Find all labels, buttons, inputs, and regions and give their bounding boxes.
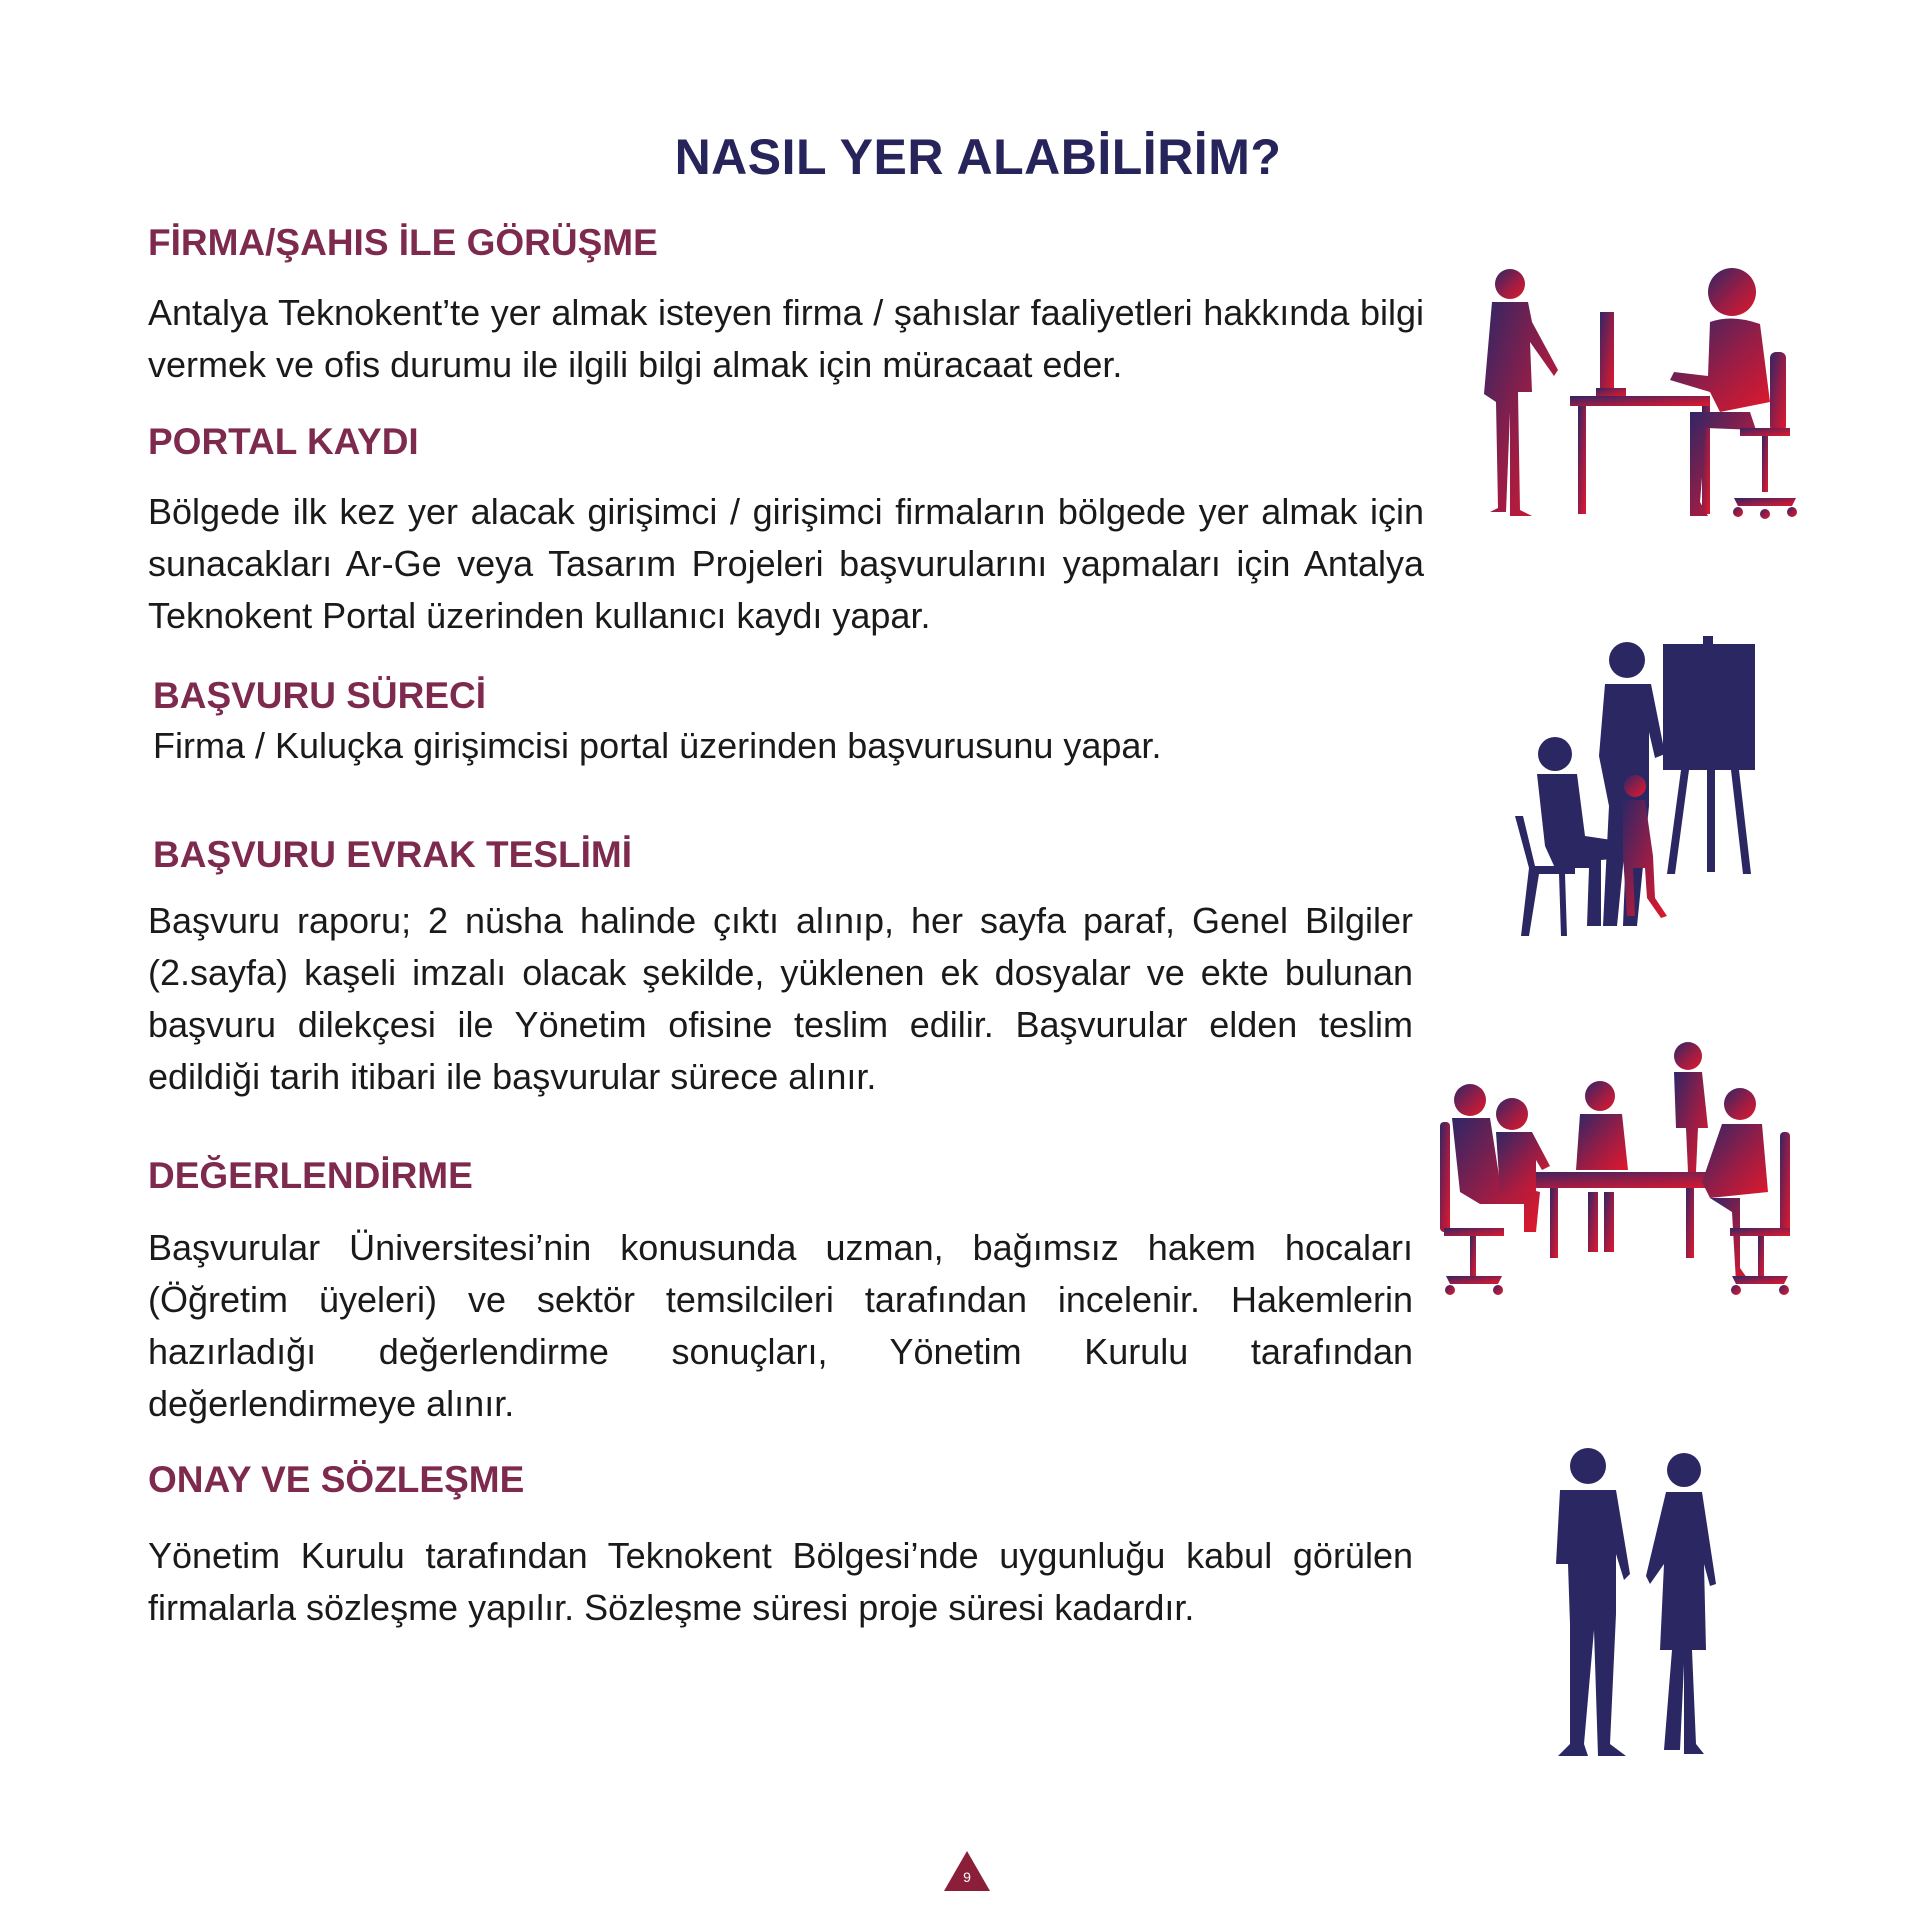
section-degerlendirme xyxy=(148,1154,1420,1430)
page-title: NASIL YER ALABİLİRİM? xyxy=(674,129,1282,185)
section-heading: PORTAL KAYDI xyxy=(148,421,419,462)
two-people-standing-illustration xyxy=(1540,1444,1740,1759)
section-heading: BAŞVURU SÜRECİ xyxy=(153,675,487,716)
section-heading: DEĞERLENDİRME xyxy=(148,1155,473,1196)
section-heading: ONAY VE SÖZLEŞME xyxy=(148,1459,525,1500)
section-body: Başvurular Üniversitesi’nin konusunda uzman, bağımsız hakem hocaları (Öğretim üyeleri) ve sektör temsilcileri tarafından incelenir. Hakemlerin hazırladığı değerlendirme sonuçları, Yönetim Kurulu tarafından değerlendirmeye alınır. xyxy=(148,1227,1413,1424)
office-desk-meeting-illustration xyxy=(1470,262,1800,532)
section-body: Firma / Kuluçka girişimcisi portal üzerinden başvurusunu yapar. xyxy=(153,725,1162,766)
section-body: Antalya Teknokent’te yer almak isteyen firma / şahıslar faaliyetleri hakkında bilgi vermek ve ofis durumu ile ilgili bilgi almak için müracaat eder. xyxy=(148,292,1424,385)
section-firma-sahis-gorusme xyxy=(148,221,1424,391)
page-number-marker xyxy=(944,1851,990,1891)
presentation-easel-illustration xyxy=(1505,636,1755,946)
section-body: Başvuru raporu; 2 nüsha halinde çıktı alınıp, her sayfa paraf, Genel Bilgiler (2.sayfa) kaşeli imzalı olacak şekilde, yüklenen ek dosyalar ve ekte bulunan başvuru dilekçesi ile Yönetim ofisine teslim edilir. Başvurular elden teslim edildiği tarih itibari ile başvurular sürece alınır. xyxy=(148,900,1413,1097)
section-heading: BAŞVURU EVRAK TESLİMİ xyxy=(153,834,632,875)
page-number: 9 xyxy=(963,1869,971,1885)
section-portal-kaydi xyxy=(148,420,1424,642)
section-basvuru-evrak-teslimi xyxy=(148,833,1425,1103)
team-table-meeting-illustration xyxy=(1440,1032,1792,1302)
section-body: Bölgede ilk kez yer alacak girişimci / girişimci firmaların bölgede yer almak için sunacakları Ar-Ge veya Tasarım Projeleri başvurularını yapmaları için Antalya Teknokent Portal üzerinden kullanıcı kaydı yapar. xyxy=(148,491,1424,636)
section-basvuru-sureci xyxy=(153,674,1425,772)
section-onay-ve-sozlesme xyxy=(148,1458,1420,1634)
section-heading: FİRMA/ŞAHIS İLE GÖRÜŞME xyxy=(148,222,658,263)
section-body: Yönetim Kurulu tarafından Teknokent Bölgesi’nde uygunluğu kabul görülen firmalarla sözleşme yapılır. Sözleşme süresi proje süresi kadardır. xyxy=(148,1535,1413,1628)
